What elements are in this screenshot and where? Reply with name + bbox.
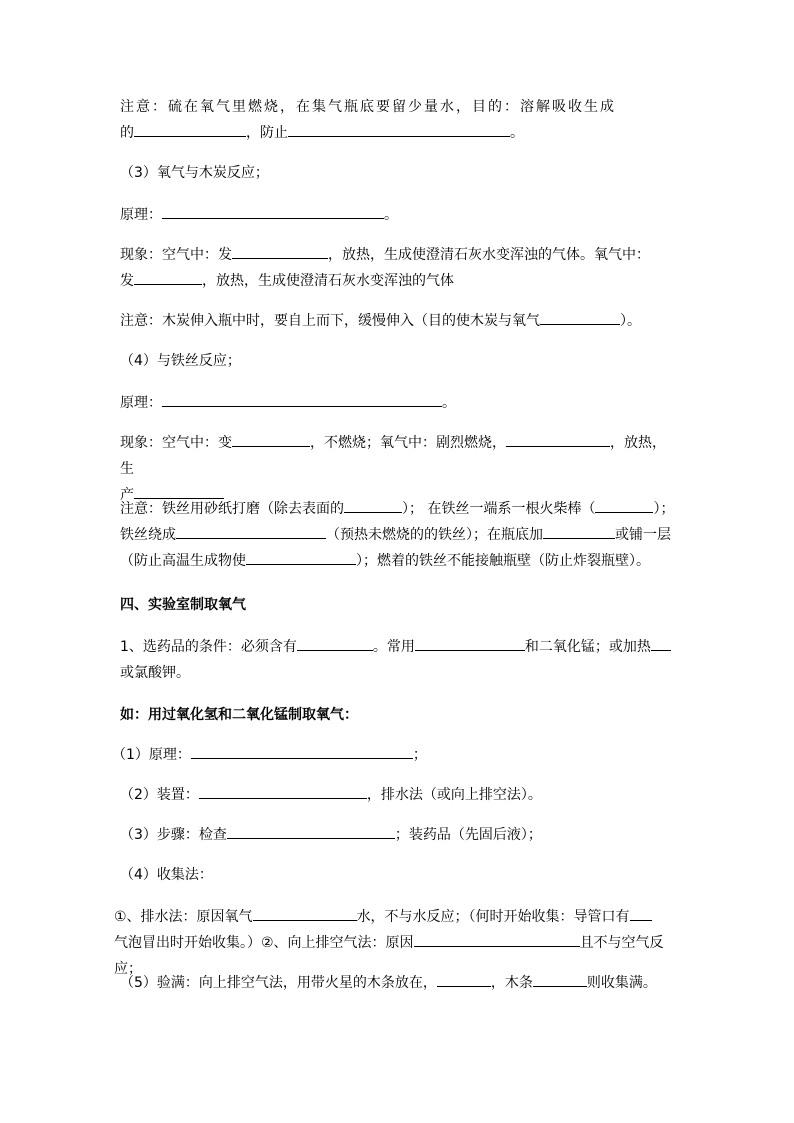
blank[interactable] — [344, 496, 402, 513]
section-lab-oxygen-title: 四、实验室制取氧气 — [120, 597, 246, 613]
text: （1）原理： — [112, 747, 191, 763]
text: ，木条 — [490, 975, 533, 991]
blank[interactable] — [437, 970, 491, 987]
reagent-selection — [120, 634, 676, 686]
text: 发 — [120, 273, 134, 289]
text: 现象：空气中：变 — [120, 435, 232, 451]
blank[interactable] — [533, 970, 587, 987]
text: （防止高温生成物使 — [120, 553, 246, 569]
text: 且不与空气反应； — [114, 935, 664, 977]
blank[interactable] — [540, 308, 620, 325]
blank[interactable] — [232, 430, 310, 447]
h2o2-apparatus — [120, 782, 542, 808]
text: 产 — [120, 487, 134, 503]
blank[interactable] — [176, 522, 326, 539]
blank[interactable] — [134, 120, 246, 137]
blank[interactable] — [288, 120, 510, 137]
blank[interactable] — [134, 268, 202, 285]
text: ）； 在铁丝一端系一根火柴棒（ — [402, 501, 596, 517]
sulfur-note-line1: 注意：硫在氧气里燃烧，在集气瓶底要留少量水，目的：溶解吸收生成 — [120, 99, 616, 115]
text: （5）验满：向上排空气法，用带火星的木条放在， — [120, 975, 437, 991]
blank[interactable] — [246, 548, 356, 565]
charcoal-phenomenon — [120, 242, 676, 294]
blank[interactable] — [253, 904, 357, 921]
text: 铁丝绕成 — [120, 527, 176, 543]
full-check — [120, 970, 657, 996]
text: 1、选药品的条件：必须含有 — [120, 639, 297, 655]
text: ，不燃烧；氧气中：剧烈燃烧， — [310, 435, 506, 451]
text: 水，不与水反应；（何时开始收集：导管口有 — [356, 909, 630, 925]
text: ，放热，生成使澄清石灰水变浑浊的气体。氧气中： — [328, 247, 650, 263]
blank[interactable] — [162, 390, 442, 407]
blank[interactable] — [297, 634, 373, 651]
text: 原理： — [120, 207, 162, 223]
text: 。 — [442, 395, 456, 411]
blank[interactable] — [543, 522, 615, 539]
text: 或铺一层 — [615, 527, 671, 543]
text: 或氯酸钾。 — [120, 665, 190, 681]
blank[interactable] — [199, 782, 367, 799]
h2o2-principle — [112, 742, 427, 768]
iron-note — [120, 496, 676, 574]
text: （3）步骤：检查 — [120, 827, 227, 843]
sulfur-note — [120, 94, 676, 146]
h2o2-steps — [120, 822, 542, 848]
text: ；装药品（先固后液）； — [394, 827, 542, 843]
blank[interactable] — [651, 634, 671, 651]
iron-principle — [120, 390, 456, 416]
text: ①、排水法：原因氧气 — [114, 909, 253, 925]
blank[interactable] — [595, 496, 653, 513]
text: ）。 — [620, 313, 641, 329]
text: 原理： — [120, 395, 162, 411]
text: 的 — [120, 125, 134, 141]
text: ，放热，生 — [120, 435, 666, 477]
text: 。 — [510, 125, 524, 141]
text: 气泡冒出时开始收集。）②、向上排空气法：原因 — [114, 935, 414, 951]
text: 。常用 — [372, 639, 415, 655]
blank[interactable] — [630, 904, 652, 921]
text: 注意：木炭伸入瓶中时，要自上而下，缓慢伸入（目的使木炭与氧气 — [120, 313, 540, 329]
blank[interactable] — [506, 430, 610, 447]
section-charcoal-title: （3）氧气与木炭反应； — [120, 165, 269, 181]
charcoal-principle — [120, 202, 398, 228]
h2o2-subtitle: 如：用过氧化氢和二氧化锰制取氧气： — [120, 707, 358, 723]
text: （2）装置： — [120, 787, 199, 803]
text: 注意：铁丝用砂纸打磨（除去表面的 — [120, 501, 344, 517]
text: ，排水法（或向上排空法）。 — [366, 787, 542, 803]
text: 则收集满。 — [586, 975, 657, 991]
blank[interactable] — [227, 822, 395, 839]
text: （预热未燃烧的的铁丝）；在瓶底加 — [326, 527, 543, 543]
text: ）； — [653, 501, 675, 517]
blank[interactable] — [162, 202, 384, 219]
blank[interactable] — [415, 634, 525, 651]
blank[interactable] — [232, 242, 328, 259]
text: ，防止 — [246, 125, 288, 141]
text: ）；燃着的铁丝不能接触瓶壁（防止炸裂瓶壁）。 — [356, 553, 650, 569]
text: 和二氧化锰；或加热 — [524, 639, 651, 655]
collection-title: （4）收集法： — [120, 867, 213, 883]
text: 。 — [384, 207, 398, 223]
blank[interactable] — [191, 742, 413, 759]
charcoal-note — [120, 308, 641, 334]
blank[interactable] — [414, 930, 580, 947]
text: 现象：空气中：发 — [120, 247, 232, 263]
text: ； — [412, 747, 427, 763]
section-iron-title: （4）与铁丝反应； — [120, 353, 241, 369]
text: ，放热，生成使澄清石灰水变浑浊的气体 — [202, 273, 454, 289]
